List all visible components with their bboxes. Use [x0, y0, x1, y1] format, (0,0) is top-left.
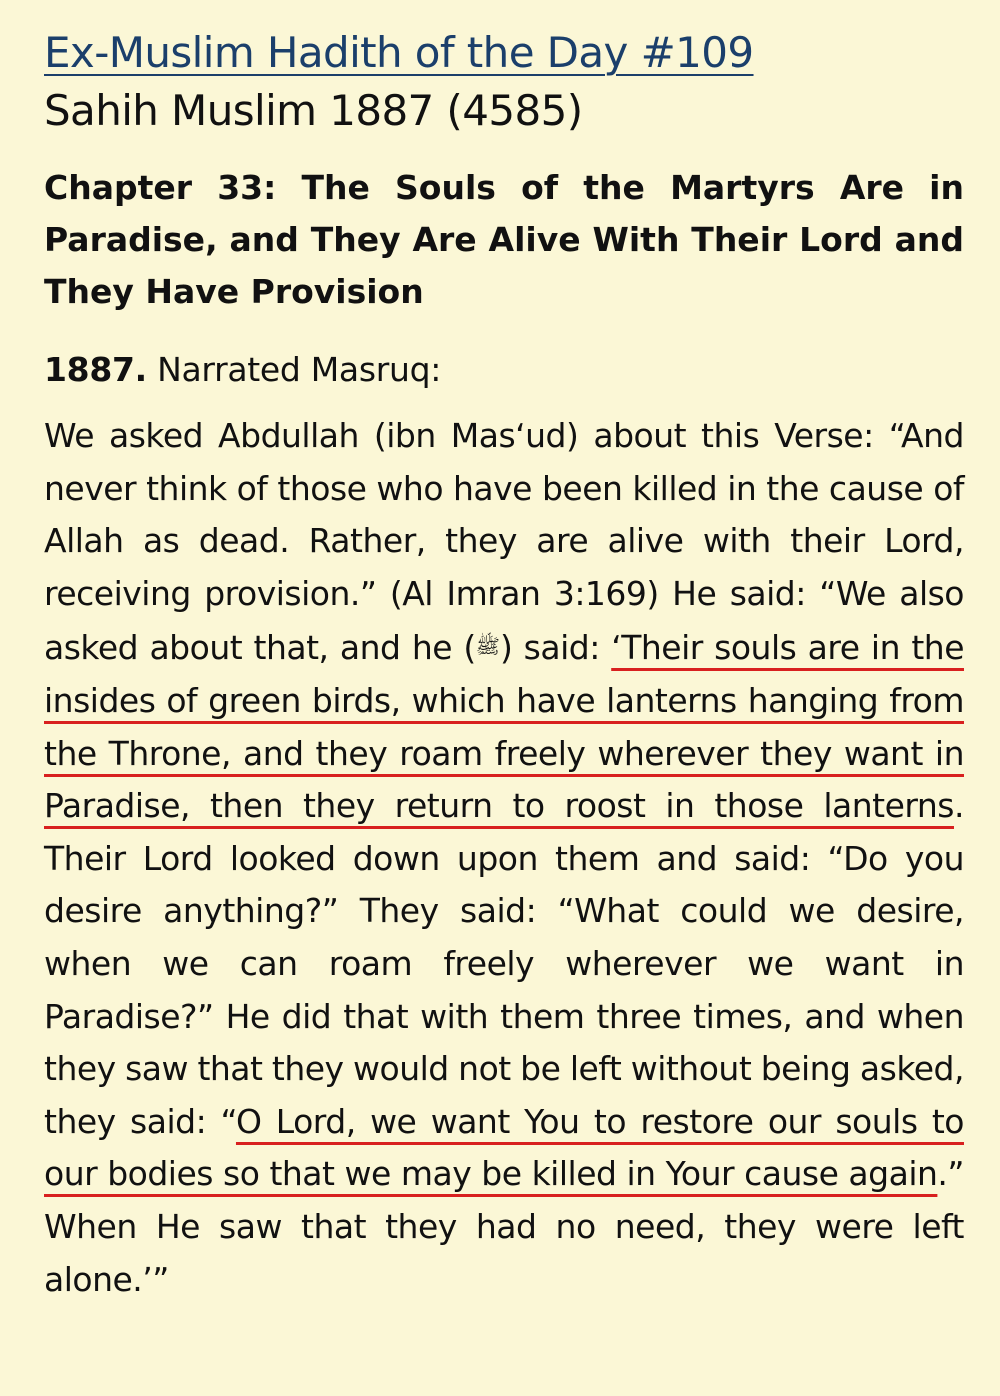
narration-line — [44, 344, 964, 396]
hadith-body — [44, 410, 964, 1306]
hadith-reference: Sahih Muslim 1887 (4585) — [44, 86, 583, 135]
body-part-3: . Their Lord looked down upon them and said: “Do you desire anything?” They said: “What could we desire, when we can roam freely wherever we want in Paradise?” He did that with them three times, and when they saw that they would not be left without being asked, they said: “ — [44, 786, 964, 1141]
highlighted-passage-1: ‘Their souls are in the insides of green birds, which have lanterns hanging from the Throne, and they roam freely wherever they want in Paradise, then they return to roost in those lanterns — [44, 628, 964, 826]
pbuh-glyph: ﷺ — [475, 634, 500, 659]
chapter-heading: Chapter 33: The Souls of the Martyrs Are in Paradise, and They Are Alive With Their Lord and They Have Provision — [44, 168, 964, 311]
body-part-4: .” When He saw that they had no need, they were left alone.’” — [44, 1154, 964, 1299]
page-title: Ex-Muslim Hadith of the Day #109 — [44, 28, 754, 77]
body-part-2: ) said: — [499, 628, 612, 668]
narrator-text: Narrated Masruq: — [146, 350, 442, 389]
highlighted-passage-2: O Lord, we want You to restore our souls to our bodies so that we may be killed in Your cause again — [44, 1101, 964, 1194]
body-part-1: We asked Abdullah (ibn Mas‘ud) about this Verse: “And never think of those who have been killed in the cause of Allah as dead. Rather, they are alive with their Lord, receiving provision.” (Al Imran 3:169) He said: “We also asked about that, and he ( — [44, 416, 964, 668]
hadith-number: 1887. — [44, 350, 147, 389]
